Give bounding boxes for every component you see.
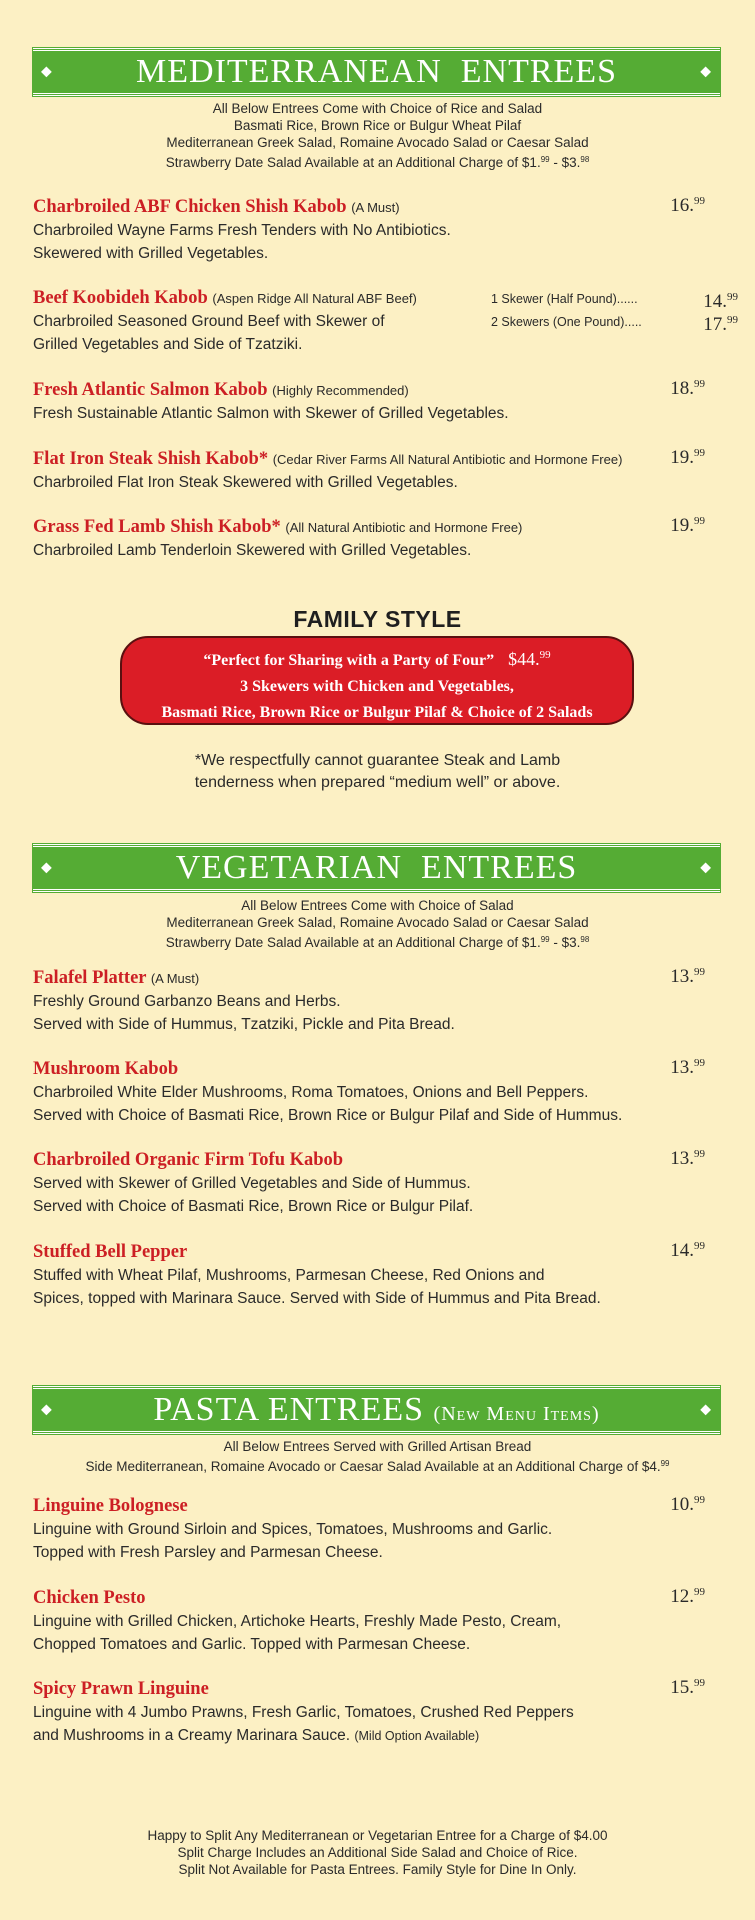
item-description: Stuffed with Wheat Pilaf, Mushrooms, Parmesan Cheese, Red Onions and Spices, topped with Marinara Sauce. Served with Side of Hummus and Pita Bread. [33,1267,601,1307]
upcharge-line: Strawberry Date Salad Available at an Additional Charge of $1.99 - $3.98 [165,935,590,950]
item-name: Mushroom Kabob [33,1059,179,1079]
section-subtitle: (New Menu Items) [433,1403,600,1425]
note-line: All Below Entrees Come with Choice of Salad [241,898,514,913]
item-qualifier: (Highly Recommended) [272,383,409,398]
menu-item-beef-koobideh [33,288,738,356]
item-note: (Mild Option Available) [354,1729,480,1743]
portion-option: 2 Skewers (One Pound)..... 17.99 [491,314,738,335]
menu-item-stuffed-pepper [33,1242,723,1310]
item-name: Charbroiled Organic Firm Tofu Kabob [33,1150,344,1170]
diamond-icon: ◆ [700,64,712,80]
family-style-box [120,636,634,725]
item-price: 13.99 [670,1148,705,1169]
item-description: Fresh Sustainable Atlantic Salmon with Skewer of Grilled Vegetables. [33,405,509,422]
note-line: All Below Entrees Come with Choice of Rice and Salad [212,101,543,116]
item-qualifier: (All Natural Antibiotic and Hormone Free) [285,520,523,535]
pasta-notes [0,1438,755,1475]
menu-item-spicy-prawn-linguine [33,1679,723,1748]
pasta-banner [33,1386,720,1434]
note-line: Mediterranean Greek Salad, Romaine Avocado Salad or Caesar Salad [166,915,589,930]
item-name: Fresh Atlantic Salmon Kabob [33,380,268,400]
diamond-icon: ◆ [41,860,53,876]
item-price: 14.99 [670,1240,705,1261]
item-description: Charbroiled Wayne Farms Fresh Tenders with No Antibiotics. Skewered with Grilled Vegetables. [33,222,451,262]
note-line: Mediterranean Greek Salad, Romaine Avocado Salad or Caesar Salad [166,135,589,150]
item-name: Spicy Prawn Linguine [33,1679,209,1699]
diamond-icon: ◆ [41,64,53,80]
menu-item-linguine-bolognese [33,1496,723,1564]
item-price: 15.99 [670,1677,705,1698]
item-price: 16.99 [670,195,705,216]
mediterranean-notes [0,100,755,171]
item-name: Linguine Bolognese [33,1496,188,1516]
diamond-icon: ◆ [41,1402,53,1418]
item-name: Grass Fed Lamb Shish Kabob* [33,517,281,537]
vegetarian-banner [33,844,720,892]
menu-item-lamb-kabob [33,517,723,562]
family-price: $44.99 [508,649,551,669]
portion-option: 1 Skewer (Half Pound)...... 14.99 [491,291,738,312]
item-name: Chicken Pesto [33,1588,146,1608]
menu-item-salmon-kabob [33,380,723,425]
item-price: 13.99 [670,966,705,987]
family-style-title: FAMILY STYLE [293,606,462,632]
item-description: Charbroiled Lamb Tenderloin Skewered with Grilled Vegetables. [33,542,472,559]
item-description: Freshly Ground Garbanzo Beans and Herbs. Served with Side of Hummus, Tzatziki, Pickle and Pita Bread. [33,993,455,1033]
item-price: 18.99 [670,378,705,399]
item-name: Stuffed Bell Pepper [33,1242,188,1262]
item-name: Beef Koobideh Kabob [33,288,208,308]
menu-item-chicken-pesto [33,1588,723,1656]
item-qualifier: (Cedar River Farms All Natural Antibiotic and Hormone Free) [272,452,623,467]
menu-item-steak-kabob [33,449,723,494]
section-title: VEGETARIAN ENTREES [175,849,578,886]
section-title: MEDITERRANEAN ENTREES [136,53,617,90]
item-name: Charbroiled ABF Chicken Shish Kabob [33,197,347,217]
item-name: Falafel Platter [33,968,147,988]
mediterranean-banner [33,48,720,96]
item-description: Served with Skewer of Grilled Vegetables and Side of Hummus. Served with Choice of Basmati Rice, Brown Rice or Bulgur Pilaf. [33,1175,474,1215]
item-description: Charbroiled Flat Iron Steak Skewered with Grilled Vegetables. [33,474,458,491]
upcharge-line: Strawberry Date Salad Available at an Additional Charge of $1.99 - $3.98 [165,155,590,170]
item-name: Flat Iron Steak Shish Kabob* [33,449,269,469]
note-line: All Below Entrees Served with Grilled Artisan Bread [223,1439,532,1454]
portion-options [491,288,755,334]
menu-item-tofu-kabob [33,1150,723,1218]
item-price: 19.99 [670,515,705,536]
item-description: Linguine with Ground Sirloin and Spices, Tomatoes, Mushrooms and Garlic. Topped with Fresh Parsley and Parmesan Cheese. [33,1521,553,1561]
menu-item-falafel [33,968,723,1036]
menu-item-mushroom-kabob [33,1059,723,1127]
item-description: Charbroiled White Elder Mushrooms, Roma Tomatoes, Onions and Bell Peppers. Served with Choice of Basmati Rice, Brown Rice or Bulgur Pilaf and Side of Hummus. [33,1084,623,1124]
item-price: 10.99 [670,1494,705,1515]
item-description: Linguine with Grilled Chicken, Artichoke Hearts, Freshly Made Pesto, Cream, Chopped Tomatoes and Garlic. Topped with Parmesan Cheese. [33,1613,562,1653]
item-price: 19.99 [670,447,705,468]
split-charge-footer: Happy to Split Any Mediterranean or Vegetarian Entree for a Charge of $4.00 Split Charge Includes an Additional Side Salad and Choice of Rice. Split Not Available for Pasta Entrees. Family Style for Dine In Only. [147,1828,608,1877]
item-price: 12.99 [670,1586,705,1607]
item-description: Linguine with 4 Jumbo Prawns, Fresh Garlic, Tomatoes, Crushed Red Peppers and Mushrooms in a Creamy Marinara Sauce. (Mild Option Available) [33,1704,574,1744]
diamond-icon: ◆ [700,1402,712,1418]
steak-disclaimer: *We respectfully cannot guarantee Steak and Lamb tenderness when prepared “medium well” or above. [194,752,561,791]
vegetarian-notes [0,897,755,951]
upcharge-line: Side Mediterranean, Romaine Avocado or Caesar Salad Available at an Additional Charge of $4.99 [85,1459,670,1474]
item-price: 13.99 [670,1057,705,1078]
item-qualifier: (A Must) [351,200,400,215]
item-description: Charbroiled Seasoned Ground Beef with Skewer of Grilled Vegetables and Side of Tzatziki. [33,313,385,353]
section-title: PASTA ENTREES (New Menu Items) [153,1391,600,1428]
family-line: “Perfect for Sharing with a Party of Four” [203,652,495,669]
menu-item-chicken-kabob [33,197,723,265]
family-line: Basmati Rice, Brown Rice or Bulgur Pilaf & Choice of 2 Salads [161,704,593,721]
note-line: Basmati Rice, Brown Rice or Bulgur Wheat Pilaf [233,118,522,133]
item-qualifier: (Aspen Ridge All Natural ABF Beef) [212,291,417,306]
item-qualifier: (A Must) [150,971,200,986]
family-line: 3 Skewers with Chicken and Vegetables, [240,678,514,695]
diamond-icon: ◆ [700,860,712,876]
